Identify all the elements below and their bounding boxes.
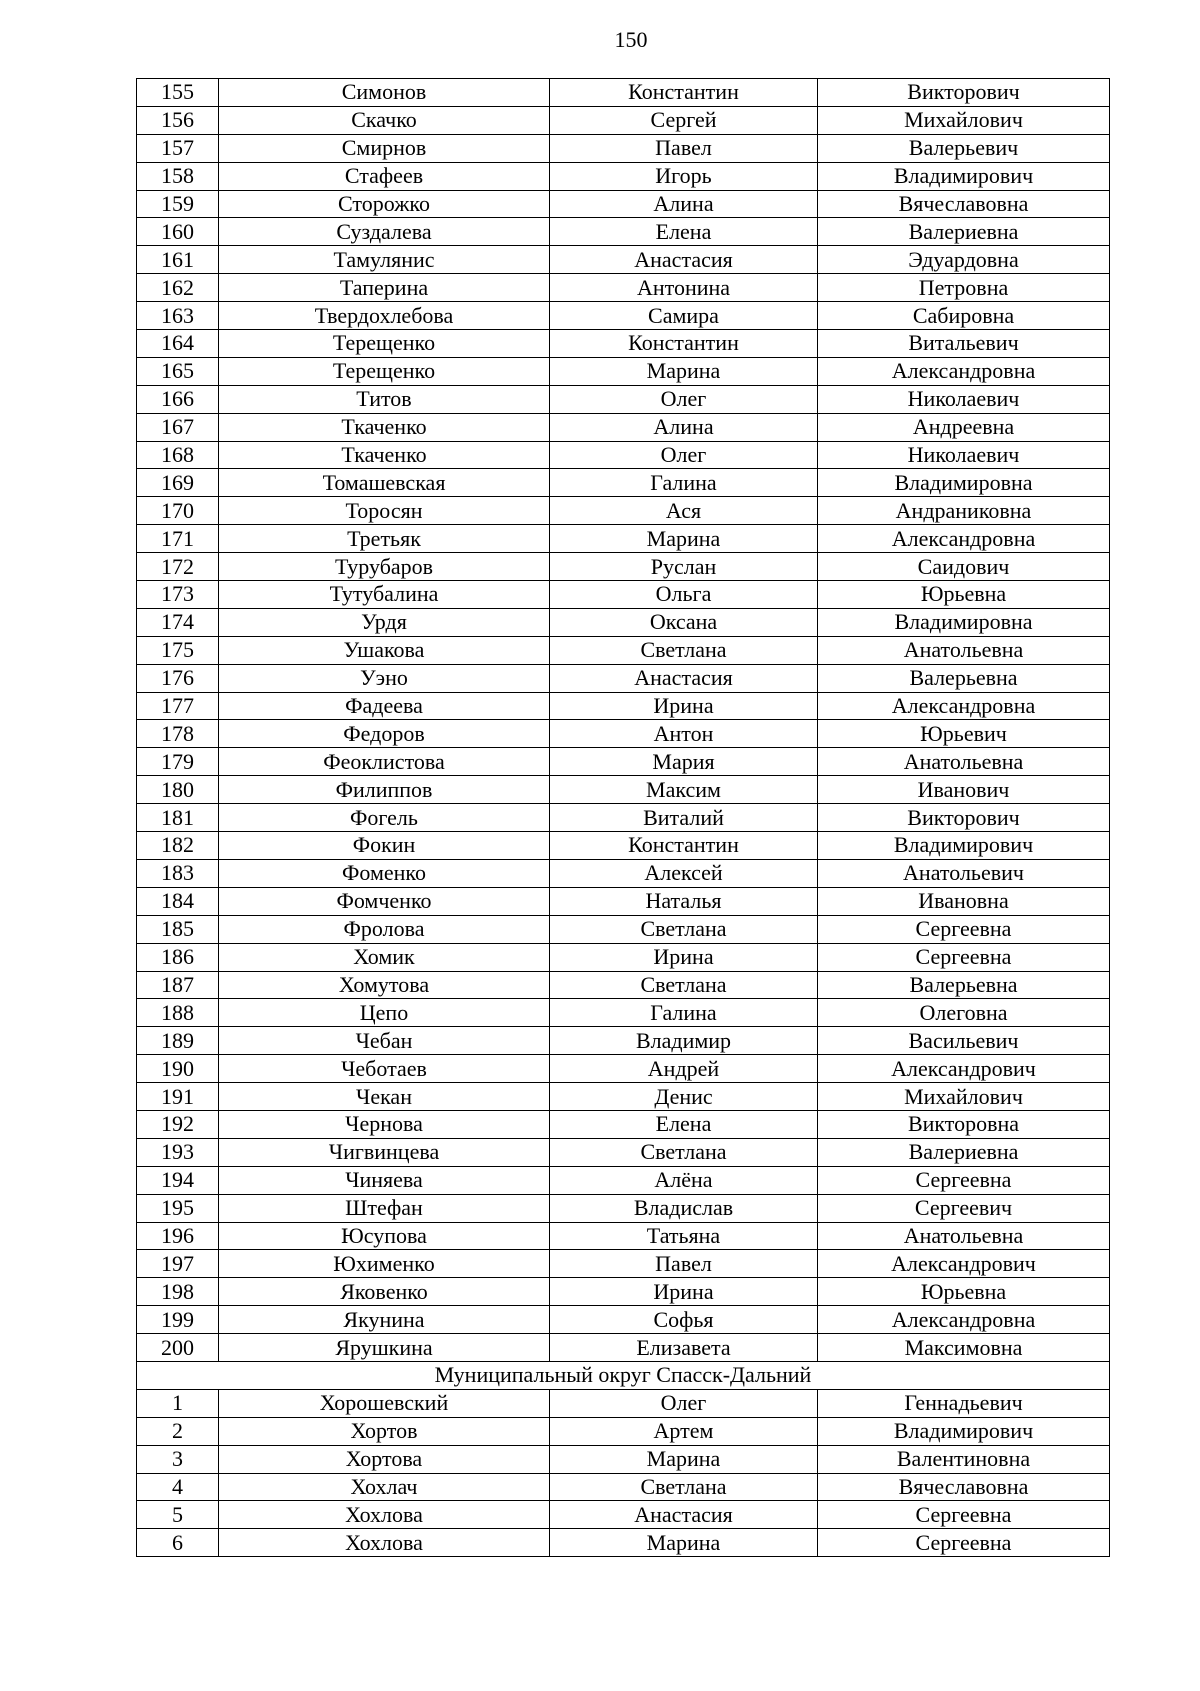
table-row (137, 134, 1110, 162)
last-name-cell: Хохлова (219, 1501, 550, 1529)
last-name-cell: Феоклистова (219, 748, 550, 776)
first-name-cell: Елена (550, 218, 818, 246)
last-name-cell: Терещенко (219, 330, 550, 358)
table-row (137, 1501, 1110, 1529)
first-name-cell: Ирина (550, 692, 818, 720)
table-row (137, 859, 1110, 887)
first-name-cell: Самира (550, 302, 818, 330)
row-number-cell: 176 (137, 664, 219, 692)
first-name-cell: Владимир (550, 1027, 818, 1055)
table-row (137, 692, 1110, 720)
table-row (137, 413, 1110, 441)
last-name-cell: Чеботаев (219, 1055, 550, 1083)
last-name-cell: Штефан (219, 1194, 550, 1222)
table-row (137, 302, 1110, 330)
last-name-cell: Якунина (219, 1306, 550, 1334)
row-number-cell: 197 (137, 1250, 219, 1278)
row-number-cell: 171 (137, 525, 219, 553)
patronymic-cell: Витальевич (818, 330, 1110, 358)
table-row (137, 1306, 1110, 1334)
section-heading-row (137, 1361, 1110, 1389)
last-name-cell: Суздалева (219, 218, 550, 246)
patronymic-cell: Владимирович (818, 1417, 1110, 1445)
table-row (137, 1166, 1110, 1194)
first-name-cell: Марина (550, 1529, 818, 1557)
last-name-cell: Чебан (219, 1027, 550, 1055)
table-row (137, 1222, 1110, 1250)
last-name-cell: Фоменко (219, 859, 550, 887)
table-row (137, 441, 1110, 469)
row-number-cell: 162 (137, 274, 219, 302)
table-row (137, 1417, 1110, 1445)
last-name-cell: Фадеева (219, 692, 550, 720)
first-name-cell: Павел (550, 134, 818, 162)
section-heading: Муниципальный округ Спасск-Дальний (137, 1361, 1110, 1389)
row-number-cell: 174 (137, 608, 219, 636)
last-name-cell: Фролова (219, 915, 550, 943)
row-number-cell: 179 (137, 748, 219, 776)
table-row (137, 357, 1110, 385)
last-name-cell: Чекан (219, 1083, 550, 1111)
first-name-cell: Анастасия (550, 246, 818, 274)
last-name-cell: Юсупова (219, 1222, 550, 1250)
first-name-cell: Светлана (550, 915, 818, 943)
patronymic-cell: Иванович (818, 776, 1110, 804)
row-number-cell: 177 (137, 692, 219, 720)
patronymic-cell: Валериевна (818, 218, 1110, 246)
patronymic-cell: Сергеевна (818, 1166, 1110, 1194)
last-name-cell: Сторожко (219, 190, 550, 218)
patronymic-cell: Анатольевна (818, 1222, 1110, 1250)
row-number-cell: 180 (137, 776, 219, 804)
first-name-cell: Светлана (550, 1473, 818, 1501)
row-number-cell: 155 (137, 79, 219, 107)
first-name-cell: Анастасия (550, 1501, 818, 1529)
patronymic-cell: Викторович (818, 79, 1110, 107)
table-row (137, 469, 1110, 497)
table-row (137, 1194, 1110, 1222)
last-name-cell: Тутубалина (219, 581, 550, 609)
first-name-cell: Владислав (550, 1194, 818, 1222)
first-name-cell: Оксана (550, 608, 818, 636)
row-number-cell: 2 (137, 1417, 219, 1445)
row-number-cell: 178 (137, 720, 219, 748)
first-name-cell: Антон (550, 720, 818, 748)
patronymic-cell: Александрович (818, 1055, 1110, 1083)
last-name-cell: Титов (219, 385, 550, 413)
row-number-cell: 173 (137, 581, 219, 609)
first-name-cell: Мария (550, 748, 818, 776)
last-name-cell: Таперина (219, 274, 550, 302)
first-name-cell: Ирина (550, 943, 818, 971)
first-name-cell: Константин (550, 832, 818, 860)
last-name-cell: Твердохлебова (219, 302, 550, 330)
patronymic-cell: Владимирович (818, 832, 1110, 860)
first-name-cell: Алина (550, 413, 818, 441)
table-row (137, 1110, 1110, 1138)
patronymic-cell: Анатольевна (818, 748, 1110, 776)
row-number-cell: 188 (137, 999, 219, 1027)
last-name-cell: Тамулянис (219, 246, 550, 274)
first-name-cell: Олег (550, 441, 818, 469)
table-row (137, 330, 1110, 358)
patronymic-cell: Вячеславовна (818, 190, 1110, 218)
last-name-cell: Ткаченко (219, 413, 550, 441)
first-name-cell: Анастасия (550, 664, 818, 692)
first-name-cell: Артем (550, 1417, 818, 1445)
last-name-cell: Чиняева (219, 1166, 550, 1194)
table-row (137, 1389, 1110, 1417)
patronymic-cell: Михайлович (818, 106, 1110, 134)
last-name-cell: Хохлач (219, 1473, 550, 1501)
patronymic-cell: Валерьевна (818, 971, 1110, 999)
patronymic-cell: Анатольевна (818, 636, 1110, 664)
patronymic-cell: Васильевич (818, 1027, 1110, 1055)
patronymic-cell: Александровна (818, 1306, 1110, 1334)
patronymic-cell: Владимировна (818, 469, 1110, 497)
table-row (137, 887, 1110, 915)
patronymic-cell: Викторовна (818, 1110, 1110, 1138)
last-name-cell: Уэно (219, 664, 550, 692)
row-number-cell: 194 (137, 1166, 219, 1194)
patronymic-cell: Александровна (818, 525, 1110, 553)
last-name-cell: Стафеев (219, 162, 550, 190)
row-number-cell: 183 (137, 859, 219, 887)
table-row (137, 218, 1110, 246)
table-row (137, 246, 1110, 274)
first-name-cell: Галина (550, 469, 818, 497)
last-name-cell: Фогель (219, 804, 550, 832)
last-name-cell: Яковенко (219, 1278, 550, 1306)
table-row (137, 664, 1110, 692)
first-name-cell: Ирина (550, 1278, 818, 1306)
table-row (137, 720, 1110, 748)
row-number-cell: 170 (137, 497, 219, 525)
first-name-cell: Ольга (550, 581, 818, 609)
row-number-cell: 159 (137, 190, 219, 218)
table-row (137, 1445, 1110, 1473)
first-name-cell: Галина (550, 999, 818, 1027)
first-name-cell: Олег (550, 1389, 818, 1417)
patronymic-cell: Олеговна (818, 999, 1110, 1027)
row-number-cell: 175 (137, 636, 219, 664)
patronymic-cell: Геннадьевич (818, 1389, 1110, 1417)
last-name-cell: Ушакова (219, 636, 550, 664)
patronymic-cell: Сабировна (818, 302, 1110, 330)
table-row (137, 1138, 1110, 1166)
first-name-cell: Марина (550, 525, 818, 553)
first-name-cell: Елена (550, 1110, 818, 1138)
first-name-cell: Виталий (550, 804, 818, 832)
row-number-cell: 157 (137, 134, 219, 162)
last-name-cell: Турубаров (219, 553, 550, 581)
last-name-cell: Хомутова (219, 971, 550, 999)
row-number-cell: 172 (137, 553, 219, 581)
first-name-cell: Сергей (550, 106, 818, 134)
row-number-cell: 156 (137, 106, 219, 134)
last-name-cell: Хортов (219, 1417, 550, 1445)
patronymic-cell: Юрьевич (818, 720, 1110, 748)
first-name-cell: Светлана (550, 1138, 818, 1166)
row-number-cell: 166 (137, 385, 219, 413)
table-row (137, 581, 1110, 609)
table-row (137, 190, 1110, 218)
first-name-cell: Игорь (550, 162, 818, 190)
row-number-cell: 163 (137, 302, 219, 330)
patronymic-cell: Андреевна (818, 413, 1110, 441)
patronymic-cell: Александровна (818, 692, 1110, 720)
row-number-cell: 198 (137, 1278, 219, 1306)
table-row (137, 804, 1110, 832)
patronymic-cell: Александровна (818, 357, 1110, 385)
patronymic-cell: Сергеевна (818, 943, 1110, 971)
patronymic-cell: Сергеевич (818, 1194, 1110, 1222)
patronymic-cell: Валериевна (818, 1138, 1110, 1166)
patronymic-cell: Николаевич (818, 385, 1110, 413)
table-row (137, 636, 1110, 664)
table-row (137, 1278, 1110, 1306)
last-name-cell: Цепо (219, 999, 550, 1027)
row-number-cell: 185 (137, 915, 219, 943)
last-name-cell: Хомик (219, 943, 550, 971)
row-number-cell: 164 (137, 330, 219, 358)
row-number-cell: 181 (137, 804, 219, 832)
first-name-cell: Софья (550, 1306, 818, 1334)
first-name-cell: Алина (550, 190, 818, 218)
first-name-cell: Алексей (550, 859, 818, 887)
table-row (137, 385, 1110, 413)
last-name-cell: Чернова (219, 1110, 550, 1138)
table-row (137, 1250, 1110, 1278)
patronymic-cell: Эдуардовна (818, 246, 1110, 274)
first-name-cell: Ася (550, 497, 818, 525)
patronymic-cell: Юрьевна (818, 1278, 1110, 1306)
table-row (137, 106, 1110, 134)
table-row (137, 776, 1110, 804)
row-number-cell: 3 (137, 1445, 219, 1473)
last-name-cell: Ткаченко (219, 441, 550, 469)
table-row (137, 748, 1110, 776)
last-name-cell: Томашевская (219, 469, 550, 497)
first-name-cell: Наталья (550, 887, 818, 915)
first-name-cell: Светлана (550, 971, 818, 999)
last-name-cell: Хорошевский (219, 1389, 550, 1417)
row-number-cell: 158 (137, 162, 219, 190)
last-name-cell: Фомченко (219, 887, 550, 915)
patronymic-cell: Александрович (818, 1250, 1110, 1278)
table-row (137, 1529, 1110, 1557)
row-number-cell: 4 (137, 1473, 219, 1501)
first-name-cell: Константин (550, 330, 818, 358)
patronymic-cell: Саидович (818, 553, 1110, 581)
patronymic-cell: Андраниковна (818, 497, 1110, 525)
table-row (137, 1334, 1110, 1362)
table-row (137, 553, 1110, 581)
patronymic-cell: Михайлович (818, 1083, 1110, 1111)
table-row (137, 525, 1110, 553)
first-name-cell: Андрей (550, 1055, 818, 1083)
patronymic-cell: Сергеевна (818, 915, 1110, 943)
last-name-cell: Филиппов (219, 776, 550, 804)
patronymic-cell: Анатольевич (818, 859, 1110, 887)
row-number-cell: 6 (137, 1529, 219, 1557)
patronymic-cell: Максимовна (818, 1334, 1110, 1362)
patronymic-cell: Юрьевна (818, 581, 1110, 609)
row-number-cell: 167 (137, 413, 219, 441)
table-row (137, 608, 1110, 636)
row-number-cell: 189 (137, 1027, 219, 1055)
row-number-cell: 1 (137, 1389, 219, 1417)
row-number-cell: 182 (137, 832, 219, 860)
row-number-cell: 191 (137, 1083, 219, 1111)
table-row (137, 1027, 1110, 1055)
table-row (137, 274, 1110, 302)
row-number-cell: 186 (137, 943, 219, 971)
row-number-cell: 187 (137, 971, 219, 999)
roster-table (136, 78, 1110, 1557)
first-name-cell: Татьяна (550, 1222, 818, 1250)
table-row (137, 971, 1110, 999)
row-number-cell: 5 (137, 1501, 219, 1529)
table-row (137, 943, 1110, 971)
last-name-cell: Торосян (219, 497, 550, 525)
last-name-cell: Чигвинцева (219, 1138, 550, 1166)
first-name-cell: Олег (550, 385, 818, 413)
last-name-cell: Хортова (219, 1445, 550, 1473)
patronymic-cell: Ивановна (818, 887, 1110, 915)
last-name-cell: Юхименко (219, 1250, 550, 1278)
first-name-cell: Константин (550, 79, 818, 107)
table-row (137, 162, 1110, 190)
row-number-cell: 160 (137, 218, 219, 246)
patronymic-cell: Владимирович (818, 162, 1110, 190)
patronymic-cell: Владимировна (818, 608, 1110, 636)
last-name-cell: Терещенко (219, 357, 550, 385)
row-number-cell: 190 (137, 1055, 219, 1083)
row-number-cell: 195 (137, 1194, 219, 1222)
patronymic-cell: Сергеевна (818, 1501, 1110, 1529)
first-name-cell: Марина (550, 357, 818, 385)
patronymic-cell: Вячеславовна (818, 1473, 1110, 1501)
row-number-cell: 196 (137, 1222, 219, 1250)
last-name-cell: Федоров (219, 720, 550, 748)
first-name-cell: Максим (550, 776, 818, 804)
page-number: 150 (614, 27, 648, 52)
row-number-cell: 161 (137, 246, 219, 274)
table-row (137, 1055, 1110, 1083)
table-row (137, 79, 1110, 107)
row-number-cell: 168 (137, 441, 219, 469)
patronymic-cell: Валентиновна (818, 1445, 1110, 1473)
row-number-cell: 184 (137, 887, 219, 915)
table-row (137, 1083, 1110, 1111)
last-name-cell: Урдя (219, 608, 550, 636)
patronymic-cell: Николаевич (818, 441, 1110, 469)
row-number-cell: 192 (137, 1110, 219, 1138)
row-number-cell: 199 (137, 1306, 219, 1334)
table-row (137, 832, 1110, 860)
first-name-cell: Елизавета (550, 1334, 818, 1362)
table-row (137, 999, 1110, 1027)
row-number-cell: 193 (137, 1138, 219, 1166)
last-name-cell: Третьяк (219, 525, 550, 553)
patronymic-cell: Валерьевич (818, 134, 1110, 162)
patronymic-cell: Викторович (818, 804, 1110, 832)
patronymic-cell: Валерьевна (818, 664, 1110, 692)
row-number-cell: 200 (137, 1334, 219, 1362)
first-name-cell: Руслан (550, 553, 818, 581)
last-name-cell: Хохлова (219, 1529, 550, 1557)
table-row (137, 1473, 1110, 1501)
first-name-cell: Антонина (550, 274, 818, 302)
patronymic-cell: Петровна (818, 274, 1110, 302)
first-name-cell: Светлана (550, 636, 818, 664)
roster-body (137, 79, 1110, 1557)
last-name-cell: Смирнов (219, 134, 550, 162)
table-row (137, 497, 1110, 525)
row-number-cell: 165 (137, 357, 219, 385)
patronymic-cell: Сергеевна (818, 1529, 1110, 1557)
first-name-cell: Денис (550, 1083, 818, 1111)
first-name-cell: Марина (550, 1445, 818, 1473)
last-name-cell: Фокин (219, 832, 550, 860)
first-name-cell: Павел (550, 1250, 818, 1278)
last-name-cell: Симонов (219, 79, 550, 107)
last-name-cell: Ярушкина (219, 1334, 550, 1362)
table-row (137, 915, 1110, 943)
row-number-cell: 169 (137, 469, 219, 497)
first-name-cell: Алёна (550, 1166, 818, 1194)
last-name-cell: Скачко (219, 106, 550, 134)
